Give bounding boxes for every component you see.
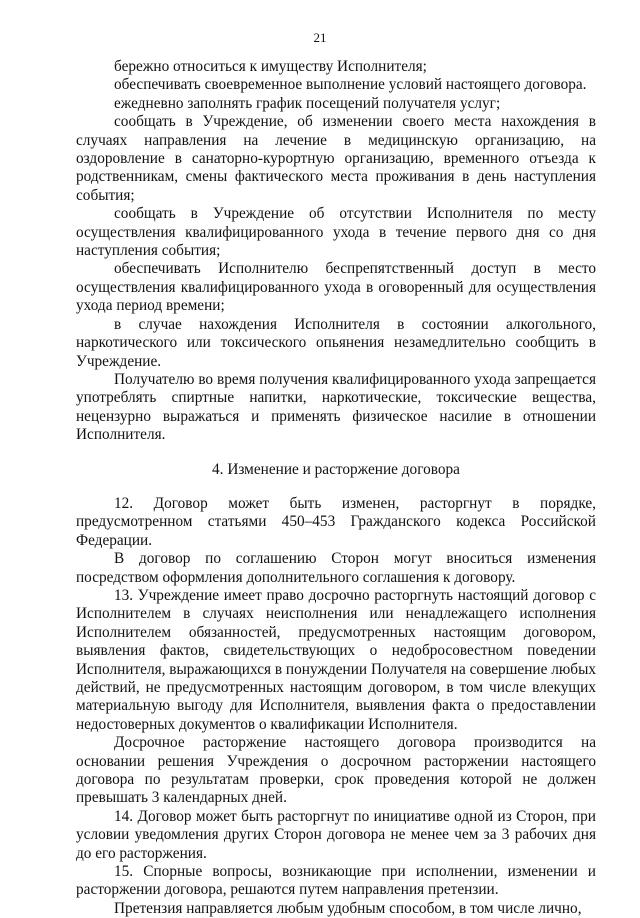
paragraph: Досрочное расторжение настоящего договора производится на основании решения Учреждения о досрочном расторжении настоящего договора по результатам проверки, срок проведения которой не должен превышать 3 календарных дней. [76,734,596,807]
paragraph: 13. Учреждение имеет право досрочно расторгнуть настоящий договор с Исполнителем в случаях неисполнения или ненадлежащего исполнения Исполнителем обязанностей, предусмотренных настоящим договором, выявления фактов, свидетельствующих о недобросовестном поведении Исполнителя, выражающихся в понуждении Получателя на совершение любых действий, не предусмотренных настоящим договором, в том числе влекущих материальную выгоду для Исполнителя, выявления факта о предоставлении недостоверных документов о квалификации Исполнителя. [76,586,596,733]
paragraph: Получателю во время получения квалифицированного ухода запрещается употреблять спиртные напитки, наркотические, токсические вещества, нецензурно выражаться и применять физическое насилие в отношении Исполнителя. [76,370,596,444]
paragraph: ежедневно заполнять график посещений получателя услуг; [114,94,501,112]
section-heading: 4. Изменение и расторжение договора [212,460,460,478]
paragraph: обеспечивать Исполнителю беспрепятственный доступ в место осуществления квалифицированного ухода в оговоренный для осуществления ухода период времени; [76,260,596,315]
document-body [76,58,596,918]
paragraph: сообщать в Учреждение об отсутствии Исполнителя по месту осуществления квалифицированного ухода в течение первого дня со дня наступления события; [76,205,596,260]
paragraph: 15. Спорные вопросы, возникающие при исполнении, изменении и расторжении договора, решаются путем направления претензии. [76,863,596,899]
paragraph: в случае нахождения Исполнителя в состоянии алкогольного, наркотического или токсического опьянения незамедлительно сообщить в Учреждение. [76,315,596,370]
paragraph: обеспечивать своевременное выполнение условий настоящего договора. [114,76,587,94]
paragraph: Претензия направляется любым удобным способом, в том числе лично, [114,899,582,917]
paragraph: бережно относиться к имуществу Исполнителя; [114,58,427,75]
page-number: 21 [313,30,327,45]
paragraph: сообщать в Учреждение, об изменении своего места нахождения в случаях направления на лечение в медицинскую организацию, на оздоровление в санаторно-курортную организацию, временного отъезда к родственникам, смены фактического места проживания в день наступления события; [76,113,596,204]
paragraph: 14. Договор может быть расторгнут по инициативе одной из Сторон, при условии уведомления других Сторон договора не менее чем за 3 рабочих дня до его расторжения. [76,807,596,862]
paragraph: В договор по соглашению Сторон могут вноситься изменения посредством оформления дополнительного соглашения к договору. [76,550,596,586]
paragraph: 12. Договор может быть изменен, расторгнут в порядке, предусмотренном статьями 450–453 Гражданского кодекса Российской Федерации. [76,494,596,549]
